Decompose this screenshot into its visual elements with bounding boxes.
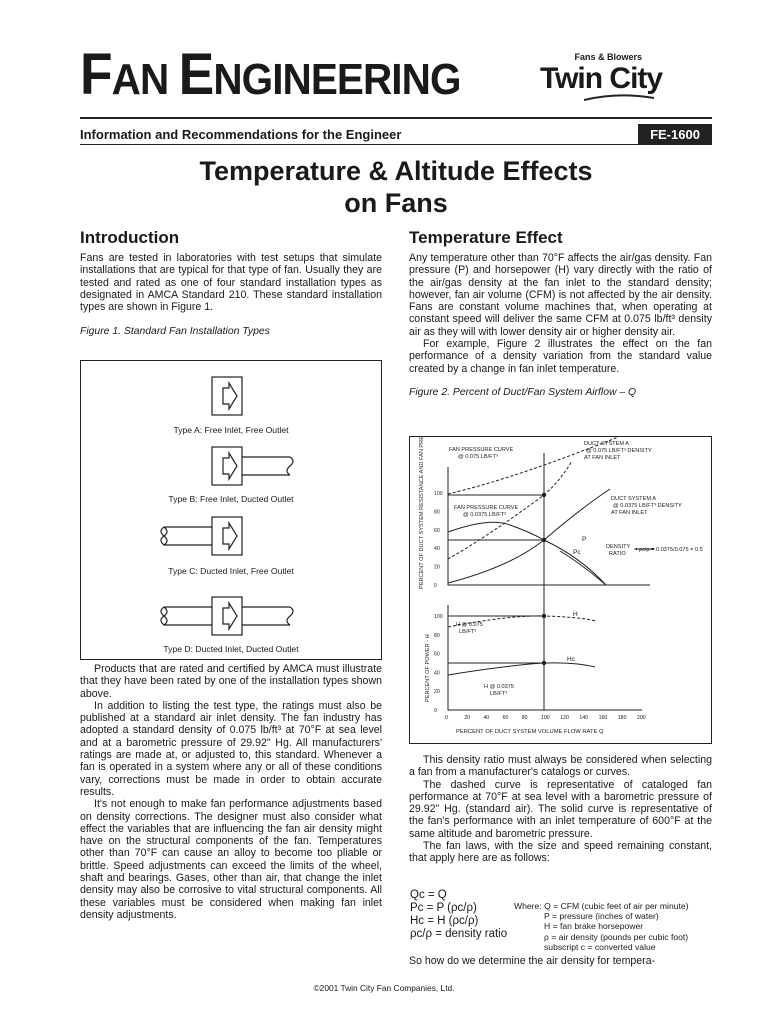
- brand-name: Twin City: [540, 62, 663, 95]
- footer-copyright: ©2001 Twin City Fan Companies, Ltd.: [313, 983, 455, 993]
- temp-body: [409, 754, 712, 865]
- intro-paragraph: In addition to listing the test type, the ratings must also be published at a standard air inlet density. The fan industry has adopted a standard density of 0.075 lb/ft³ at 70°F at sea level and at a barometric pressure of 29.92" Hg. All manufacturers' ratings are made at, or adjusted to, this standard. Whenever a fan is operated in a system where any or all of these conditions vary, corrections must be made in order to obtain accurate results.: [80, 699, 382, 798]
- figure2-caption: Figure 2. Percent of Duct/Fan System Airflow – Q: [409, 386, 637, 398]
- chart-label: Pc: [573, 549, 581, 556]
- chart-label: FAN PRESSURE CURVE: [454, 505, 519, 511]
- chart-label: RATIO: [609, 551, 626, 557]
- legend-line: ρ = air density (pounds per cubic foot): [544, 931, 689, 942]
- chart-x-axis-label: PERCENT OF DUCT SYSTEM VOLUME FLOW RATE Q: [456, 729, 604, 735]
- equation-legend: [514, 901, 714, 952]
- figure1: [80, 360, 382, 660]
- masthead: [80, 42, 461, 107]
- legend-line: P = pressure (inches of water): [544, 911, 659, 922]
- equation: Hc = H (ρc/ρ): [410, 915, 479, 927]
- chart-label: = ρc/ρ = 0.0375/0.075 = 0.5: [634, 547, 703, 553]
- temp-closing: [409, 955, 712, 967]
- brand-swoosh-icon: [584, 94, 654, 102]
- type-a-label: Type A: Free Inlet, Free Outlet: [173, 425, 289, 435]
- intro-paragraph: It's not enough to make fan performance adjustments based on density corrections. The designer must also consider what effect the variables that are influencing the fan air density might have on the structural components of the fan. Temperatures other than 70°F can cause an alloy to become too pliable or brittle. Speed adjustments can exceed the limits of the wheel, shaft and bearings. Gases, other than air, that change the inlet density may also be corrosive to vital structural components. All these variables must be considered when making fan inlet density adjustments.: [80, 798, 382, 921]
- header-rule: [80, 117, 712, 119]
- temp-paragraph: This density ratio must always be considered when selecting a fan from a manufacturer's catalogs or curves.: [409, 754, 712, 779]
- brand-tagline: Fans & Blowers: [574, 52, 642, 62]
- x-tick-label: 0: [445, 715, 448, 721]
- y-tick-label-lower: 0: [434, 708, 437, 714]
- masthead-part: NGINEERING: [213, 55, 461, 104]
- chart-label: H @ 0.0375: [484, 684, 514, 690]
- y-tick-label-lower: 40: [434, 670, 440, 677]
- y-tick-label-upper: 0: [434, 583, 437, 589]
- title-line: on Fans: [344, 188, 448, 218]
- chart-label: FAN PRESSURE CURVE: [449, 447, 514, 453]
- type-c-label: Type C: Ducted Inlet, Free Outlet: [168, 566, 294, 576]
- y-tick-label-lower: 60: [434, 651, 440, 658]
- legend-line: Where: Q = CFM (cubic feet of air per minute): [514, 901, 689, 911]
- x-tick-label: 140: [579, 715, 589, 721]
- header-subtitle: Information and Recommendations for the Engineer: [80, 127, 402, 142]
- chart-label: H: [573, 611, 578, 618]
- title-line: Temperature & Altitude Effects: [199, 156, 593, 186]
- intro-paragraph: Products that are rated and certified by AMCA must illustrate that they have been rated by one of the installation types shown above.: [80, 663, 382, 700]
- figure2: [409, 436, 712, 744]
- chart-label: @ 0.075 LB/FT³: [458, 454, 498, 460]
- brand-logo: [540, 52, 680, 102]
- x-tick-label: 200: [637, 715, 646, 721]
- y-tick-label-upper: 60: [434, 527, 440, 534]
- x-tick-label: 20: [464, 715, 470, 721]
- temp-paragraph: So how do we determine the air density for tempera-: [409, 955, 656, 967]
- page-title: [80, 155, 712, 219]
- equation: Pc = P (ρc/ρ): [410, 902, 477, 914]
- chart-label: Hc: [567, 656, 575, 663]
- chart-label: LB/FT³: [490, 691, 508, 697]
- chart-label: @ 0.0375 LB/FT³: [463, 512, 506, 518]
- fan-law-equations: [410, 889, 520, 941]
- chart-label: H @ 0.075: [456, 622, 483, 628]
- x-tick-label: 100: [541, 715, 550, 721]
- legend-line: subscript c = converted value: [544, 941, 656, 952]
- y-tick-label-upper: 80: [434, 509, 440, 516]
- chart-y-axis-label: PERCENT OF DUCT SYSTEM RESISTANCE AND FAN PRESSURE - P: [419, 437, 425, 589]
- x-tick-label: 80: [521, 715, 528, 721]
- x-tick-label: 180: [617, 715, 627, 721]
- intro-paragraph: Fans are tested in laboratories with test setups that simulate installations that are typical for that type of fan. Usually they are tested and rated as one of four standard installation types as designated in AMCA Standard 210. These standard installation types are shown in Figure 1.: [80, 252, 382, 314]
- type-d-label: Type D: Ducted Inlet, Ducted Outlet: [163, 644, 299, 654]
- y-tick-label-upper: 40: [434, 546, 440, 553]
- intro-section: [80, 228, 382, 337]
- chart-label: DUCT SYSTEM A: [611, 496, 656, 502]
- intro-heading: Introduction: [80, 228, 180, 247]
- intro-body: [80, 663, 382, 921]
- x-tick-label: 60: [502, 715, 509, 721]
- temperature-heading: Temperature Effect: [409, 228, 563, 247]
- x-tick-label: 120: [560, 715, 569, 721]
- equation: Qc = Q: [410, 889, 447, 901]
- chart-label: AT FAN INLET: [584, 455, 621, 461]
- x-tick-label: 40: [483, 715, 490, 721]
- y-tick-label-upper: 20: [434, 564, 440, 571]
- y-tick-label-lower: 20: [434, 689, 440, 696]
- performance-chart: [410, 437, 711, 743]
- chart-label: @ 0.075 LB/FT³ DENSITY: [586, 448, 652, 454]
- chart-y-axis-label: PERCENT OF POWER - H: [425, 634, 431, 702]
- x-tick-label: 160: [598, 715, 608, 721]
- y-tick-label-lower: 80: [434, 632, 440, 639]
- masthead-part: AN: [111, 55, 179, 104]
- chart-label: P: [582, 536, 587, 543]
- chart-label: AT FAN INLET: [611, 510, 648, 516]
- figure1-caption: Figure 1. Standard Fan Installation Types: [80, 326, 270, 338]
- chart-label: DENSITY: [606, 544, 631, 550]
- header-rule-thin: [80, 144, 712, 145]
- fan-diagrams: [81, 361, 381, 659]
- temp-paragraph: The dashed curve is representative of cataloged fan performance at 70°F at sea level with a barometric pressure of 29.92" Hg. (standard air). The solid curve is representative of the fan's performance with an inlet temperature of 600°F at the same altitude and barometric pressure.: [409, 778, 712, 840]
- y-tick-label-upper: 100: [434, 491, 443, 497]
- temp-paragraph: Any temperature other than 70°F affects the air/gas density. Fan pressure (P) and horsepower (H) vary directly with the ratio of the air/gas density at the fan inlet to the standard density; however, fan air volume (CFM) is not affected by the air density. Fans are constant volume machines that, when operating at constant speed will deliver the same CFM at 0.075 lb/ft³ density air as they will with lower density air or higher density air.: [409, 252, 712, 338]
- temp-paragraph: The fan laws, with the size and speed remaining constant, that apply here are as follows:: [409, 840, 712, 865]
- legend-line: H = fan brake horsepower: [544, 921, 644, 932]
- y-tick-label-lower: 100: [434, 614, 443, 620]
- masthead-letter: F: [80, 42, 112, 107]
- temp-paragraph: For example, Figure 2 illustrates the effect on the fan performance of a density variation from the standard value created by a change in fan inlet temperature.: [409, 338, 712, 375]
- chart-label: @ 0.0375 LB/FT³ DENSITY: [613, 503, 682, 509]
- temperature-section: [409, 228, 712, 398]
- type-b-label: Type B: Free Inlet, Ducted Outlet: [168, 494, 294, 504]
- masthead-letter: E: [178, 42, 214, 107]
- chart-label: LB/FT³: [459, 629, 477, 635]
- chart-label: DUCT SYSTEM A: [584, 441, 629, 447]
- doc-code-badge: FE-1600: [638, 124, 712, 144]
- equation: ρc/ρ = density ratio: [410, 928, 508, 940]
